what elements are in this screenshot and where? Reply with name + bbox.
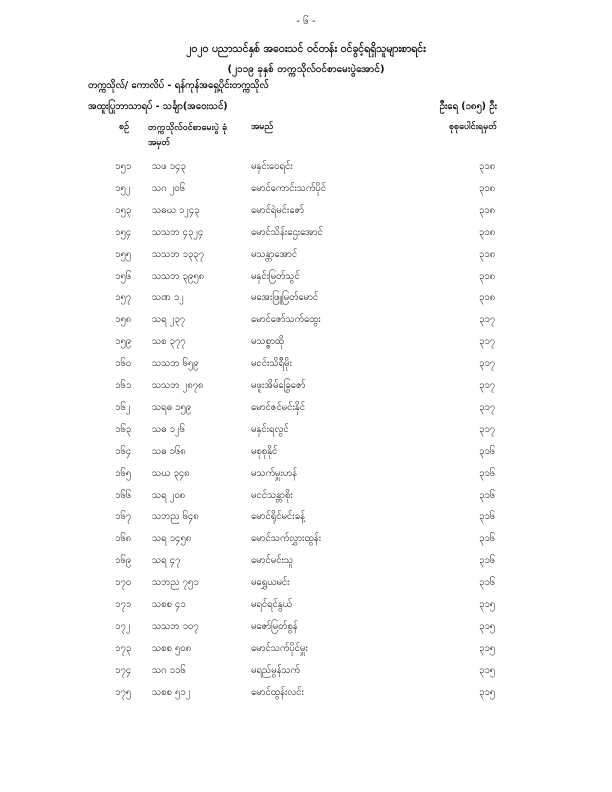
- row-name: မနှင်းဝေရင်း: [251, 161, 293, 172]
- row-marks: ၃၁၈: [478, 226, 495, 238]
- row-name: မသက်မှူးဟန်: [251, 467, 297, 479]
- row-roll-number: သသဘ ၃၉၅၈: [152, 270, 204, 282]
- cutoff-count: ဦးရေ (၁၈၅) ဦး: [439, 101, 497, 112]
- row-roll-number: သသဘ ၆၅၉: [152, 358, 199, 370]
- row-marks: ၃၁၆: [478, 445, 495, 457]
- row-roll-number: သသဘ ၁၃၃၇: [152, 248, 204, 260]
- row-name: မောင်သက်ပိုင်မှူး: [251, 642, 308, 654]
- table-row: [0, 182, 612, 204]
- row-serial: ၁၆၀: [115, 358, 132, 370]
- row-name: မအေးဖြူမြတ်မောင်: [251, 292, 319, 304]
- row-serial: ၁၇၁: [115, 599, 132, 610]
- row-name: မနှင်းရလွင်: [251, 423, 289, 435]
- header-serial: စဉ်: [119, 122, 130, 132]
- table-row: [0, 510, 612, 532]
- row-roll-number: သစစ ၄၁: [152, 599, 186, 610]
- table-row: [0, 423, 612, 445]
- row-marks: ၃၁၈: [478, 161, 495, 172]
- row-marks: ၃၁၆: [478, 467, 495, 479]
- table-row: [0, 642, 612, 664]
- row-serial: ၁၆၇: [115, 511, 132, 523]
- table-row: [0, 204, 612, 226]
- row-name: မငင်သန္တာစိုး: [251, 489, 293, 501]
- row-name: မောင်ဇင်မင်းနိုင်: [251, 401, 305, 413]
- row-name: မရွှေယမင်း: [251, 577, 290, 589]
- row-serial: ၁၆၁: [115, 380, 132, 391]
- row-serial: ၁၅၇: [115, 292, 132, 304]
- row-serial: ၁၅၁: [115, 161, 132, 172]
- row-name: မောင်မင်းသူ: [251, 555, 294, 567]
- row-serial: ၁၇၃: [115, 642, 132, 654]
- row-serial: ၁၆၆: [115, 489, 132, 501]
- table-row: [0, 401, 612, 423]
- row-roll-number: သဓ ၁၂၆: [152, 423, 185, 435]
- row-roll-number: သစစ ၅၀၈: [152, 642, 192, 654]
- row-marks: ၃၁၇: [478, 358, 495, 370]
- row-marks: ၃၁၅: [478, 642, 495, 654]
- row-serial: ၁၆၅: [115, 467, 132, 479]
- table-row: [0, 357, 612, 379]
- university-line: တက္ကသိုလ်/ ကောလိပ် - ရန်ကုန်အရှေ့ပိုင်းတက္ကသိုလ်: [88, 80, 269, 91]
- subject-line: အထူးပြုဘာသာရပ် - သင်္ချာ(အဝေးသင်): [88, 101, 228, 112]
- row-serial: ၁၆၈: [115, 533, 132, 545]
- row-name: မငင်းသိရီမိုး: [251, 358, 292, 370]
- table-row: [0, 598, 612, 620]
- row-serial: ၁၅၂: [115, 182, 131, 194]
- row-serial: ၁၅၃: [115, 204, 132, 216]
- table-row: [0, 226, 612, 248]
- row-serial: ၁၅၅: [115, 248, 132, 260]
- table-row: [0, 379, 612, 401]
- table-row: [0, 489, 612, 511]
- table-row: [0, 467, 612, 489]
- table-row: [0, 291, 612, 313]
- row-marks: ၃၁၅: [478, 599, 495, 610]
- row-name: မဇော်မြတ်စွန်: [251, 620, 298, 632]
- row-roll-number: သဃ ၃၄၈: [152, 467, 190, 479]
- row-roll-number: သရ ၄၇: [152, 555, 181, 567]
- row-name: မရင်ရင်နွယ်: [251, 599, 293, 610]
- row-marks: ၃၁၅: [478, 664, 495, 676]
- row-serial: ၁၅၄: [115, 226, 132, 238]
- row-marks: ၃၁၆: [478, 511, 495, 523]
- row-roll-number: သဘည ၆၄၈: [152, 511, 199, 523]
- document-title: ၂၀၂၀ ပညာသင်နှစ် အဝေးသင် ဝင်တန်း ဝင်ခွင့်ရရှိသူများစာရင်း: [186, 43, 426, 55]
- header-roll-number: တက္ကသိုလ်ဝင်စာမေးပွဲ ခုံအမှတ်: [148, 123, 228, 148]
- row-roll-number: သသဘ ၁၀၇: [152, 620, 199, 632]
- row-name: မောင်ဇော်သက်ထွေး: [251, 314, 321, 326]
- row-roll-number: သရ ၁၄၅၈: [152, 533, 192, 545]
- row-name: မစုစုနိုင်: [251, 445, 278, 457]
- row-serial: ၁၅၈: [115, 314, 132, 326]
- row-serial: ၁၇၀: [115, 577, 132, 589]
- table-row: [0, 576, 612, 598]
- table-row: [0, 335, 612, 357]
- row-name: မသန္တာအောင်: [251, 248, 298, 260]
- table-row: [0, 270, 612, 292]
- row-name: မောင်သက်လွှားထွန်း: [251, 533, 321, 545]
- header-name: အမည်: [251, 122, 274, 132]
- row-marks: ၃၁၅: [478, 686, 495, 698]
- row-roll-number: သသဘ ၄၃၂၄: [152, 226, 204, 238]
- row-name: မောင်ရိုင်မင်းခန့်: [251, 511, 305, 523]
- row-marks: ၃၁၈: [478, 182, 495, 194]
- table-row: [0, 532, 612, 554]
- row-marks: ၃၁၇: [478, 314, 495, 326]
- table-row: [0, 248, 612, 270]
- table-row: [0, 313, 612, 335]
- row-marks: ၃၁၆: [478, 489, 495, 501]
- row-marks: ၃၁၅: [478, 620, 495, 632]
- row-serial: ၁၅၉: [115, 336, 132, 348]
- table-row: [0, 160, 612, 182]
- row-name: မောင်ကောင်းသက်ပိုင်: [251, 182, 326, 194]
- row-marks: ၃၁၈: [478, 248, 495, 260]
- table-row: [0, 620, 612, 642]
- page-number: - ၆ -: [296, 16, 316, 27]
- row-name: မရည်မွန်သက်: [251, 664, 300, 676]
- row-marks: ၃၁၇: [478, 423, 495, 435]
- row-name: မသစ္စာထို: [251, 336, 285, 348]
- row-roll-number: သသဘ ၂၈၇၈: [152, 380, 204, 391]
- row-serial: ၁၆၄: [115, 445, 132, 457]
- row-marks: ၃၁၇: [478, 380, 495, 391]
- row-roll-number: သဓ ၁၆၈: [152, 445, 186, 457]
- row-roll-number: သရဓ ၁၅၉: [152, 401, 192, 413]
- row-serial: ၁၆၃: [115, 423, 132, 435]
- table-row: [0, 664, 612, 686]
- row-roll-number: သဂ ၁၁၆: [152, 664, 186, 676]
- row-name: မဖူးအိမ်ခြွေဇော်: [251, 380, 306, 391]
- row-name: မနှင်းမြတ်သွင်: [251, 270, 300, 282]
- row-roll-number: သဘည ၇၅၁: [152, 577, 199, 589]
- row-roll-number: သရ ၂၀၈: [152, 489, 186, 501]
- row-roll-number: သစ ၃၇၇: [152, 336, 186, 348]
- row-name: မောင်ရဲမင်းဇော်: [251, 204, 305, 216]
- row-marks: ၃၁၆: [478, 533, 495, 545]
- table-row: [0, 554, 612, 576]
- document-subtitle: (၂၁၁၉ ခုနှစ် တက္ကသိုလ်ဝင်စာမေးပွဲအောင်): [227, 64, 385, 75]
- row-roll-number: သဏ ၁၂: [152, 292, 184, 304]
- row-roll-number: သဂ ၂၀၆: [152, 182, 185, 194]
- row-serial: ၁၅၆: [115, 270, 132, 282]
- row-marks: ၃၁၈: [478, 204, 495, 216]
- row-serial: ၁၇၂: [115, 620, 131, 632]
- row-roll-number: သဖ ၁၄၃: [152, 161, 186, 172]
- row-roll-number: သဓဃ ၁၂၄၃: [152, 204, 200, 216]
- row-name: မောင်သိန်းဌေးအောင်: [251, 226, 323, 238]
- row-name: မောင်ထွန်းလင်း: [251, 686, 304, 698]
- table-row: [0, 445, 612, 467]
- header-total-marks: စုစုပေါင်းရမှတ်: [448, 122, 497, 132]
- row-marks: ၃၁၆: [478, 577, 495, 589]
- row-marks: ၃၁၇: [478, 401, 495, 413]
- row-marks: ၃၁၆: [478, 555, 495, 567]
- table-row: [0, 686, 612, 708]
- row-marks: ၃၁၈: [478, 270, 495, 282]
- row-serial: ၁၇၅: [115, 686, 132, 698]
- row-serial: ၁၆၉: [115, 555, 132, 567]
- row-roll-number: သရ ၂၃၇: [152, 314, 186, 326]
- row-serial: ၁၆၂: [115, 401, 131, 413]
- row-marks: ၃၁၈: [478, 292, 495, 304]
- row-serial: ၁၇၄: [115, 664, 132, 676]
- row-roll-number: သစစ ၅၁၂: [152, 686, 191, 698]
- row-marks: ၃၁၇: [478, 336, 495, 348]
